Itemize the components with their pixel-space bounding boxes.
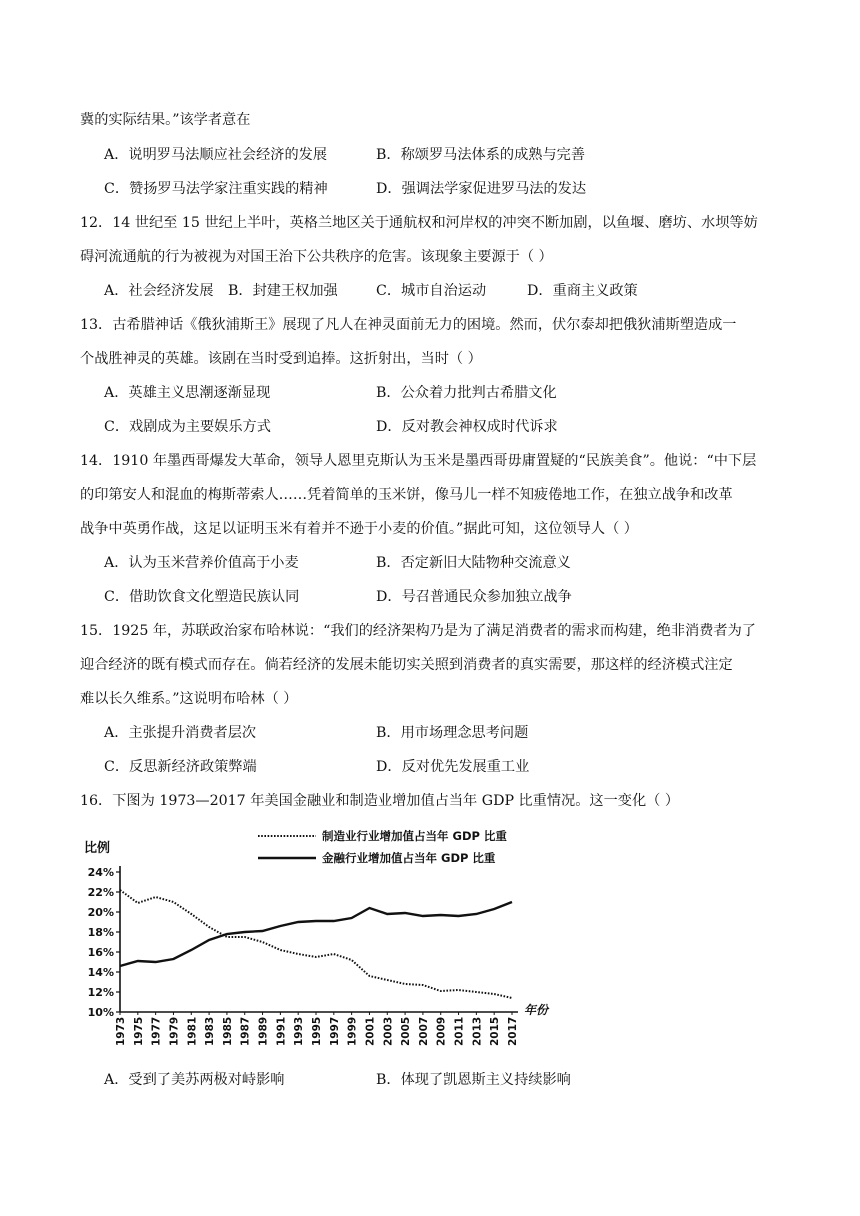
- q13-option-c[interactable]: C．戏剧成为主要娱乐方式: [104, 419, 271, 435]
- x-tick-label: 1979: [168, 1016, 181, 1046]
- q13-option-d[interactable]: D．反对教会神权成时代诉求: [376, 419, 558, 435]
- q13-option-a[interactable]: A．英雄主义思潮逐渐显现: [104, 385, 271, 401]
- y-tick-label: 12%: [87, 986, 114, 999]
- y-tick-label: 20%: [87, 906, 114, 919]
- line-chart: [80, 826, 549, 1066]
- q14-option-b[interactable]: B．否定新旧大陆物种交流意义: [376, 555, 571, 571]
- q11-option-b[interactable]: B．称颂罗马法体系的成熟与完善: [376, 147, 586, 163]
- q15-stem-line-3: 难以长久维系。”这说明布哈林（ ）: [80, 691, 298, 707]
- q12-stem-line-2: 碍河流通航的行为被视为对国王治下公共秩序的危害。该现象主要源于（ ）: [80, 249, 553, 265]
- q13-stem-line-2: 个战胜神灵的英雄。该剧在当时受到追捧。这折射出，当时（ ）: [80, 351, 482, 367]
- x-tick-label: 2017: [507, 1016, 519, 1046]
- x-tick-label: 1987: [239, 1016, 252, 1046]
- q12-stem-line-1: 12．14 世纪至 15 世纪上半叶，英格兰地区关于通航权和河岸权的冲突不断加剧，以鱼堰、磨坊、水坝等妨: [80, 215, 758, 231]
- q14-option-c[interactable]: C．借助饮食文化塑造民族认同: [104, 589, 300, 605]
- x-tick-label: 1991: [275, 1016, 288, 1046]
- x-tick-label: 1977: [150, 1016, 163, 1046]
- x-tick-label: 1983: [204, 1016, 217, 1046]
- x-tick-label: 1989: [257, 1016, 270, 1046]
- y-tick-label: 22%: [87, 886, 114, 899]
- q12-option-a[interactable]: A．社会经济发展: [104, 283, 214, 299]
- q15-option-c[interactable]: C．反思新经济政策弊端: [104, 759, 257, 775]
- x-tick-label: 2005: [400, 1016, 413, 1046]
- x-tick-label: 2011: [453, 1016, 466, 1046]
- y-tick-label: 24%: [87, 866, 114, 879]
- q14-option-d[interactable]: D．号召普通民众参加独立战争: [376, 589, 572, 605]
- x-tick-label: 1997: [328, 1016, 341, 1046]
- q11-option-d[interactable]: D．强调法学家促进罗马法的发达: [376, 181, 587, 197]
- x-tick-label: 2003: [382, 1016, 395, 1046]
- q16-stem-line-1: 16．下图为 1973—2017 年美国金融业和制造业增加值占当年 GDP 比重情况。这一变化（ ）: [80, 793, 680, 809]
- y-tick-label: 14%: [87, 966, 114, 979]
- legend-label: 制造业行业增加值占当年 GDP 比重: [322, 829, 507, 843]
- legend-label: 金融行业增加值占当年 GDP 比重: [322, 851, 496, 865]
- x-tick-label: 2015: [489, 1016, 502, 1046]
- x-tick-label: 1973: [115, 1016, 127, 1046]
- q11-option-a[interactable]: A．说明罗马法顺应社会经济的发展: [104, 147, 328, 163]
- q16-option-a[interactable]: A．受到了美苏两极对峙影响: [104, 1072, 285, 1088]
- x-tick-label: 1995: [311, 1016, 323, 1046]
- x-tick-label: 1985: [221, 1016, 234, 1046]
- x-tick-label: 2001: [364, 1016, 377, 1046]
- q14-stem-line-3: 战争中英勇作战，这足以证明玉米有着并不逊于小麦的价值。”据此可知，这位领导人（ ）: [80, 521, 638, 537]
- chart-x-axis-label: 年份: [524, 1003, 549, 1017]
- y-tick-label: 18%: [87, 926, 114, 939]
- x-tick-label: 1981: [186, 1016, 199, 1046]
- q13-stem-line-1: 13．古希腊神话《俄狄浦斯王》展现了凡人在神灵面前无力的困境。然而，伏尔泰却把俄狄浦斯塑造成一: [80, 317, 737, 333]
- q13-option-b[interactable]: B．公众着力批判古希腊文化: [376, 385, 557, 401]
- q15-stem-line-2: 迎合经济的既有模式而存在。倘若经济的发展未能切实关照到消费者的真实需要，那这样的经济模式注定: [80, 657, 733, 673]
- chart-series: [120, 890, 512, 998]
- chart-axes: [120, 866, 518, 1012]
- q12-option-b[interactable]: B．封建王权加强: [228, 283, 338, 299]
- x-tick-label: 1975: [132, 1016, 145, 1046]
- q14-option-a[interactable]: A．认为玉米营养价值高于小麦: [104, 555, 299, 571]
- q15-option-d[interactable]: D．反对优先发展重工业: [376, 759, 530, 775]
- chart-legend: [258, 829, 507, 865]
- q12-option-c[interactable]: C．城市自治运动: [376, 283, 487, 299]
- chart-y-ticks: [88, 866, 120, 1019]
- y-tick-label: 16%: [87, 946, 114, 959]
- x-tick-label: 1993: [293, 1016, 306, 1046]
- q12-option-d[interactable]: D．重商主义政策: [527, 283, 638, 299]
- q11-option-c[interactable]: C．赞扬罗马法学家注重实践的精神: [104, 181, 328, 197]
- q14-stem-line-2: 的印第安人和混血的梅斯蒂索人……凭着简单的玉米饼，像马儿一样不知疲倦地工作，在独立战争和改革: [80, 487, 733, 503]
- q15-option-a[interactable]: A．主张提升消费者层次: [104, 725, 257, 741]
- chart-x-ticks: [115, 1012, 519, 1046]
- chart-y-axis-label: 比例: [84, 841, 111, 856]
- q14-stem-line-1: 14．1910 年墨西哥爆发大革命，领导人恩里克斯认为玉米是墨西哥毋庸置疑的“民族美食”。他说：“中下层: [80, 453, 757, 469]
- q15-option-b[interactable]: B．用市场理念思考问题: [376, 725, 529, 741]
- q16-option-b[interactable]: B．体现了凯恩斯主义持续影响: [376, 1072, 571, 1088]
- q15-stem-line-1: 15．1925 年，苏联政治家布哈林说：“我们的经济架构乃是为了满足消费者的需求而构建，绝非消费者为了: [80, 623, 756, 639]
- x-tick-label: 2009: [435, 1016, 448, 1046]
- x-tick-label: 1999: [346, 1016, 359, 1046]
- x-tick-label: 2013: [471, 1016, 484, 1046]
- y-tick-label: 10%: [87, 1006, 114, 1019]
- x-tick-label: 2007: [417, 1016, 430, 1046]
- q11-text-tail: 冀的实际结果。”该学者意在: [80, 112, 251, 128]
- manufacturing-series-line: [120, 890, 512, 998]
